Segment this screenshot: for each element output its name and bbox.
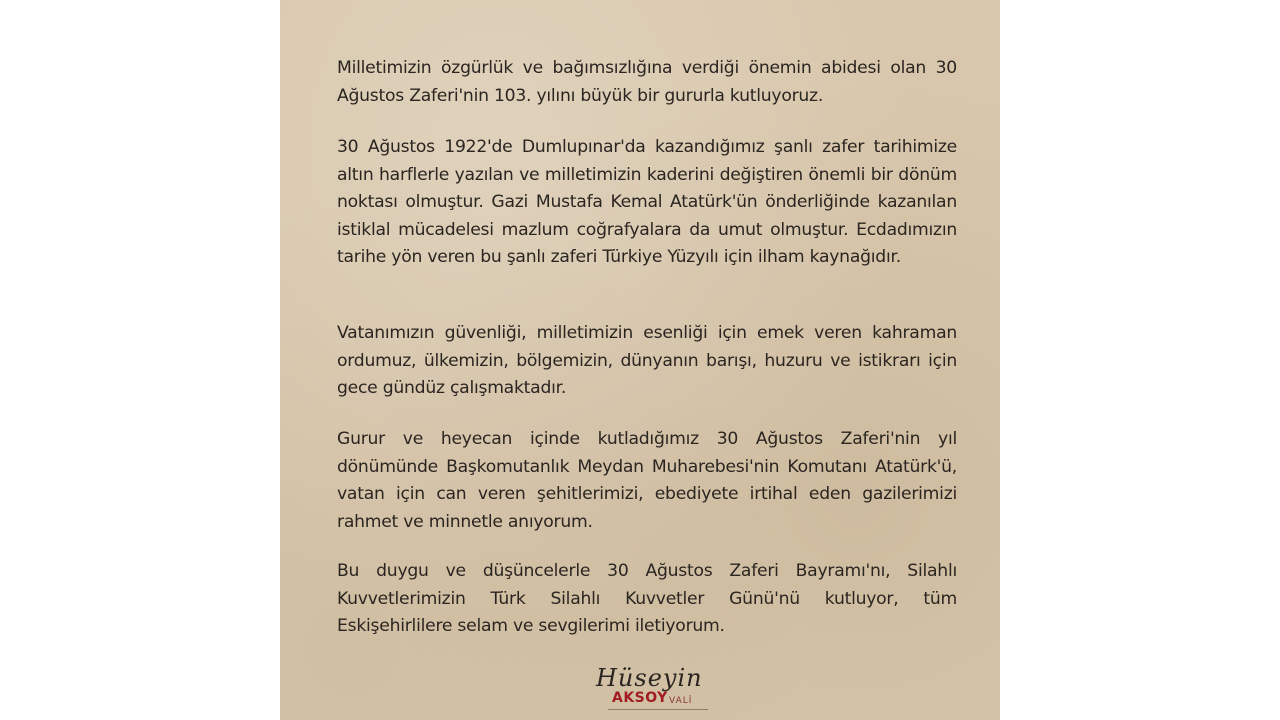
paragraph-1 <box>337 55 957 110</box>
paragraph-2 <box>337 134 957 272</box>
signature-underline <box>608 709 708 710</box>
signature-surname: AKSOY <box>612 690 668 706</box>
paragraph-text: Vatanımızın güvenliği, milletimizin esenliği için emek veren kahraman ordumuz, ülkemizin, bölgemizin, dünyanın barışı, huzuru ve istikrarı için gece gündüz çalışmaktadır. <box>337 323 957 398</box>
signature-title: VALİ <box>669 696 693 706</box>
signature-first-name: Hüseyin <box>596 664 703 692</box>
paragraph-text: Bu duygu ve düşüncelerle 30 Ağustos Zaferi Bayramı'nı, Silahlı Kuvvetlerimizin Türk Silahlı Kuvvetler Günü'nü kutluyor, tüm Eskişehirlilere selam ve sevgilerimi iletiyorum. <box>337 561 957 636</box>
paragraph-text: Milletimizin özgürlük ve bağımsızlığına verdiği önemin abidesi olan 30 Ağustos Zaferi'nin 103. yılını büyük bir gururla kutluyoruz. <box>337 58 957 106</box>
paragraph-text: 30 Ağustos 1922'de Dumlupınar'da kazandığımız şanlı zafer tarihimize altın harflerle yazılan ve milletimizin kaderini değiştiren önemli bir dönüm noktası olmuştur. Gazi Mustafa Kemal Atatürk'ün önderliğinde kazanılan istiklal mücadelesi mazlum coğrafyalara da umut olmuştur. Ecdadımızın tarihe yön veren bu şanlı zaferi Türkiye Yüzyılı için ilham kaynağıdır. <box>337 137 957 267</box>
letter-paper <box>280 0 1000 720</box>
paragraph-3 <box>337 320 957 403</box>
paragraph-text: Gurur ve heyecan içinde kutladığımız 30 Ağustos Zaferi'nin yıl dönümünde Başkomutanlık Meydan Muharebesi'nin Komutanı Atatürk'ü, vatan için can veren şehitlerimizi, ebediyete irtihal eden gazilerimizi rahmet ve minnetle anıyorum. <box>337 429 957 532</box>
signature <box>590 664 710 716</box>
paragraph-4 <box>337 426 957 536</box>
paragraph-5 <box>337 558 957 641</box>
